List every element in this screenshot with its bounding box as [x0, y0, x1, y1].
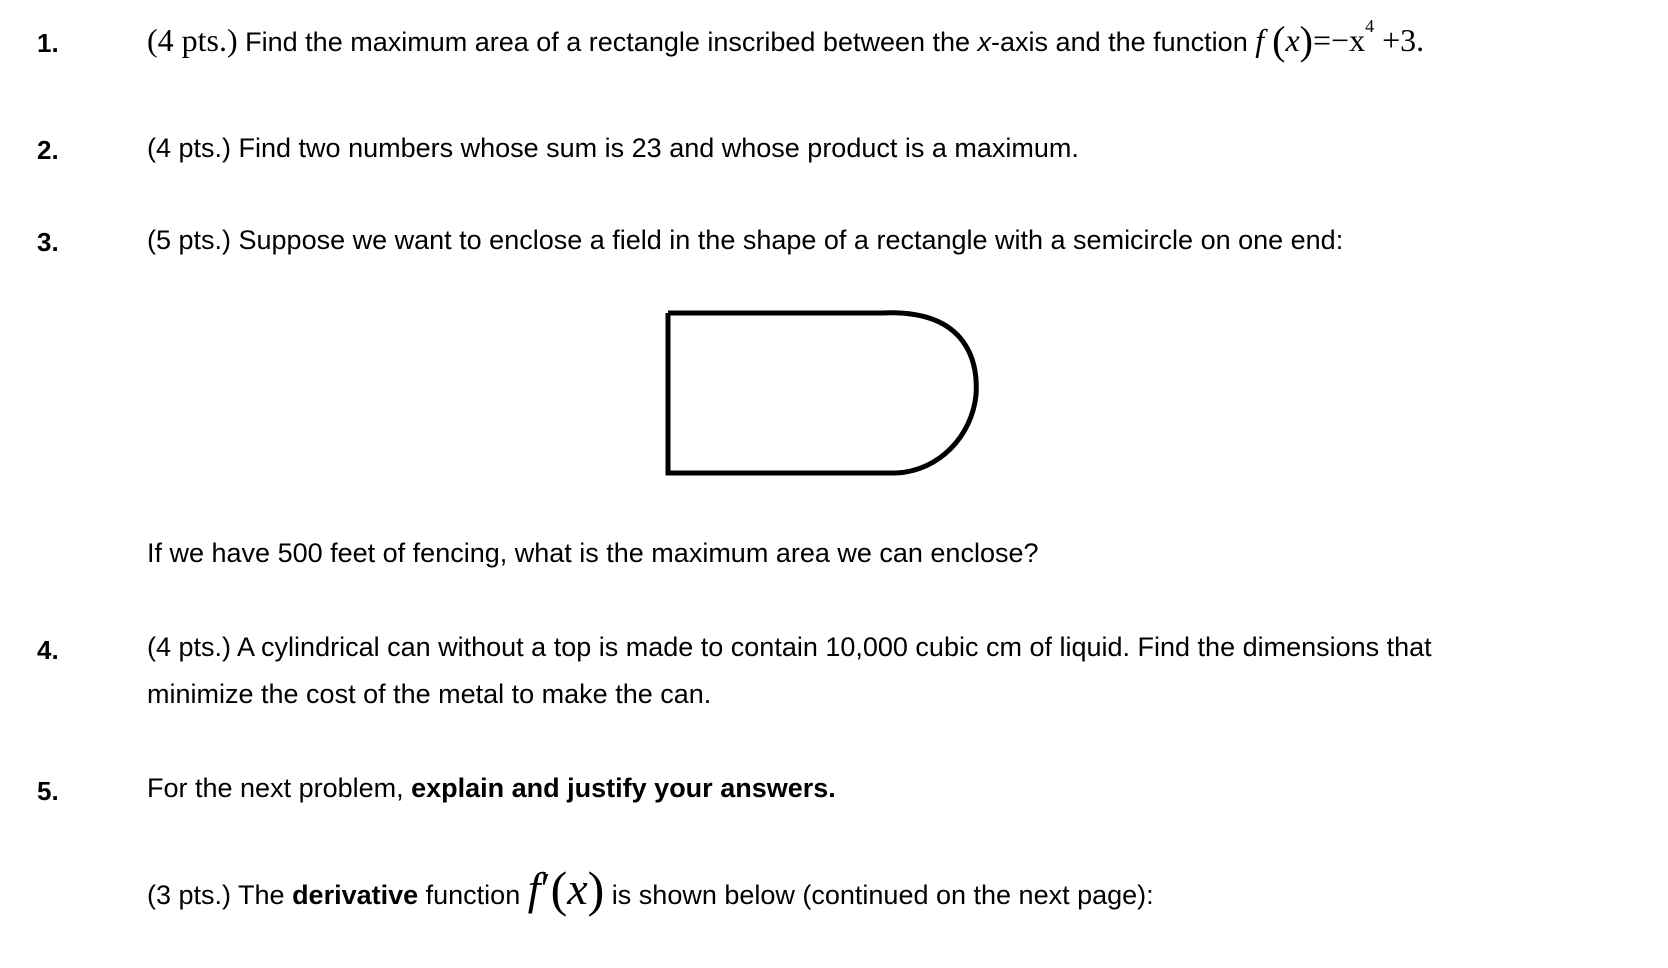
problem-4-line-2: minimize the cost of the metal to make the can.	[147, 679, 712, 709]
problem-5-bold-derivative: derivative	[292, 880, 419, 910]
problem-3-text: (5 pts.) Suppose we want to enclose a field in the shape of a rectangle with a semicircle on one end:	[147, 225, 1344, 255]
problem-2-text: (4 pts.) Find two numbers whose sum is 23 and whose product is a maximum.	[147, 133, 1079, 163]
problem-1-number: 1.	[37, 28, 59, 58]
rectangle-semicircle-shape	[660, 305, 1000, 485]
formula-period: .	[1416, 22, 1425, 58]
problem-5-text	[147, 862, 1154, 915]
problem-5-intro	[147, 773, 836, 804]
problem-1-formula: f $(x)=-x^4 +3$.	[1255, 16, 1425, 63]
field-figure	[660, 305, 1000, 492]
problem-1-x-axis-var: x	[977, 27, 992, 57]
formula-rhs: =−x	[1312, 22, 1366, 58]
problem-1-text	[147, 16, 1425, 63]
problem-2-number: 2.	[37, 135, 59, 165]
formula-f: f	[1255, 22, 1265, 58]
problem-5-number: 5.	[37, 776, 59, 806]
formula-tail: +3	[1374, 22, 1417, 58]
problem-1-text-b: -axis and the function	[991, 27, 1256, 57]
problem-5-formula: f′(x)	[527, 861, 605, 917]
figure-rectangle-edges	[668, 313, 896, 473]
problem-3-followup: If we have 500 feet of fencing, what is the maximum area we can enclose?	[147, 538, 1039, 568]
derivative-x: x	[567, 863, 588, 914]
problem-1-pts: (4 pts.)	[147, 22, 238, 58]
problem-4-line-1: (4 pts.) A cylindrical can without a top is made to contain 10,000 cubic cm of liquid. Find the dimensions that	[147, 632, 1432, 662]
derivative-prime: ′	[540, 863, 551, 914]
problem-5-pts: (3 pts.) The	[147, 880, 293, 910]
problem-1-text-a: Find the maximum area of a rectangle inscribed between the	[237, 27, 978, 57]
problem-5-text-mid: function	[418, 880, 528, 910]
problem-5-intro-text: For the next problem,	[147, 773, 412, 803]
derivative-f: f	[527, 863, 541, 914]
problem-5-text-end: is shown below (continued on the next page):	[604, 880, 1154, 910]
formula-exponent: 4	[1365, 16, 1375, 36]
problem-3-number: 3.	[37, 227, 59, 257]
figure-semicircle	[882, 313, 976, 473]
problem-4-number: 4.	[37, 635, 59, 665]
formula-x: x	[1285, 22, 1300, 58]
problem-5-intro-bold: explain and justify your answers.	[411, 773, 836, 803]
